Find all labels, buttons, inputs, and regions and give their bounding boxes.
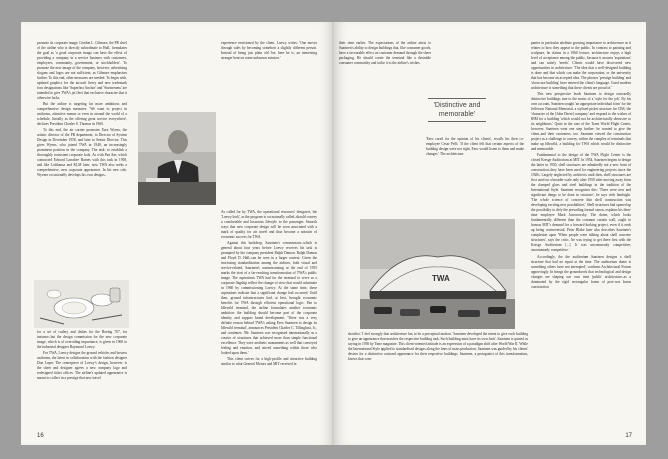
paragraph: This new perspective leads Saarinen to design outwardly distinctive buildings true to the motto of a 'style for the job'. By his own account, Saarinen sought 'an appropriate individual form' for the Jefferson National Memorial, a stylised picket structure for CBS, the 'character of the [John Deere] company' and respond to the wishes of IBM for a building 'which would not be architecturally obtrusive to its neighbours'. Quite in the case of the Trans World Flight Center, however, Saarinen went one step further: he wanted to give the client–and their customers, too. Saarinen viewed the construction project as a challenge to convey, within the complex of terminals that make up Idlewild, a building for TWA which would be distinctive and memorable. — [531, 92, 631, 152]
paragraph: Fundamental to the design of the TWA Flight Center is the closed Kresge Auditorium at MIT. In 1954, Saarinen begins to design the latter in 1950, shell structures are admittedly not a new form of construction–they have been used for engineering projects since the 1920s. Largely neglected by architects until then, shell structures are first used on a broader scale only after 1950 after moving away from the clamped glass and steel buildings in the tradition of the International Style. Saarinen recognises this: 'There were new and significant things to be done in structure', he says with hindsight. 'The whole science of concrete thin shell construction was developing exciting new possibilities.' Shell structures had opened up the possibility to defy the prevailing formal canon, explains his then-time employee Mark Jaworowsky. The dome, which looks fundamentally different than the common curtain wall, ought to honour MIT's demand for a forward-looking project, even if it ends up being controversial. Peter Blake later also describes Saarinen's completion upon 'When people were talking about shell concrete structures', says the critic, 'he was trying to get there first with the Kresge Auditorium [...]. It was uncommonly competitive, uncommonly competitive.' — [531, 153, 631, 253]
paragraph: experience envisioned by the client. Loewy writes: 'One moves through sales by becoming somehow a slightly different person. Instead of being just plain old Joe, here he is, an interesting stranger bent on some unknown mission.' — [221, 41, 317, 60]
pull-quote — [418, 98, 496, 121]
paragraph: To this end, the air carrier promotes Ezra Wyens, the artistic director of the PR department, to Director of System Design in December 1958, and later to Senior Director. This gives Wyens, who joined TWA in 1948, an increasingly prominent position in the company. The task: to establish a thoroughly consistent corporate look. As with Pan Am, which contracted Edward Larrabee Barnes with this task in 1958, and like Lufthansa and KLM later, now TWA also seeks a comprehensive, new corporate appearance. In his new role, Wyener occasionally develops his own designs– — [37, 128, 127, 178]
portrait-photo — [138, 112, 216, 205]
terminal-photo — [360, 219, 515, 329]
paragraph: for a set of cutlery and dishes for the Boeing 707, for instance–but the design commission for the new corporate image, which is of overriding importance, is given in 1960 to the industrial designer Raymond Loewy. — [37, 330, 127, 349]
paragraph: As called for by TWA, the operational resources' designers, the 'Loewy look', as the program is occasionally called–should convey a comfortable and luxurious lifestyle to the passenger. Smooth ways that new corporate design will be soon associated with a mark of quality for air travel and thus become a mission of economic success for TWA. — [221, 210, 317, 239]
paragraph: This client strives for a high-profile and attractive building similar to what General Motors and MIT received in — [221, 357, 317, 367]
left-column-1-lower — [37, 330, 127, 434]
left-column-3 — [221, 210, 317, 434]
pull-quote-line-2: memorable' — [438, 110, 476, 118]
svg-text:TWA: TWA — [432, 274, 450, 283]
page-number-left: 16 — [37, 433, 44, 439]
right-column-1-top — [339, 41, 431, 101]
pull-quote-line-1: 'Distinctive and — [433, 101, 481, 109]
paragraph: For TWA, Loewy designs the ground vehicles and hostess uniforms, the latest in collaboration with the fashion designer Don Loper. The centrepiece of Loewy's design, however, is the sheet and designer agrees a new company logo and redesigned ticket offices. The airline's updated appearance is meant to collect in a prestige that new travel — [37, 351, 127, 381]
paragraph: shortlist: 'I feel strongly that architecture has to be a perceptual motion.' Saarinen developed the intent to give each building to give an appearance that matches the respective building task. Such building must have its own look', Saarinen is quoted as saying in 1956 by Time magazine. This client-oriented attitude is an expression of a paradigm shift after World War II. While the International Style applied to standardised designs along the lines of mass production, Saarinen was guided by his clients' desires for a distinctive outward appearance for their respective buildings. Saarinen, a protagonist of this transformation, knows that com- — [348, 332, 528, 361]
paragraph: promote its corporate image. Gordon L. Gilmore, the PR chief of the airline who is directly subordinate to Hull, formulates the goal as 'a good corporate image can have the effect of providing a company in a service business with customers, employees, community, government, or stockholders'. To promote the new image of the company, however, advertising slogans and logos are not sufficient, as Gilmore emphasises further. To this end, other measures are needed. To begin with, updated graphics for the aircraft livery and new trademark font designations like 'Superfast Anchor' and 'Starstreams' are intended to give TWA's jet fleet that exclusive character that it otherwise lacks. — [37, 41, 127, 100]
pull-quote-rule-bottom — [428, 121, 486, 122]
right-bottom-text — [348, 332, 528, 434]
right-page — [334, 22, 646, 445]
right-column-3 — [531, 41, 631, 434]
left-column-1 — [37, 41, 127, 281]
paragraph: their time earlier. The expectations of the airline attest to Saarinen's ability to design buildings that, like consumer goods, have a favourable effect on customer demand through the sheer packaging. He should create the terminal like a desirable consumer commodity and tailor it to the airline's wishes. — [339, 41, 431, 65]
tableware-photo — [34, 280, 129, 328]
page-number-right: 17 — [625, 433, 632, 439]
paragraph: Accordingly, the the auditorium Saarinen designs a shell structure that had no equal at the time. The auditorium dome is something others have not attempted', confirms Architectural Forum approvingly. In brings the groundwork that technological and design changes are shaping our own time 'public' architecture–as a dominated by the rigid rectangular forms of post-war boom construction — [531, 254, 631, 289]
paragraph: 'Eero cared for the opinion of his clients', recalls his then co-employee Cesar Pelli. 'If the client felt that certain aspects of the building design were not right, Eero would listen to them and make changes.' The architecture — [426, 137, 524, 156]
paragraph: Against this backdrop, Saarinen's commissions–which is general about four years before Loewy receives his task is prompted by the company president Ralph Damon. Ralph Damon and Floyd D. Hall–can be seen in a larger context. Given the increasing standardisation among the airlines, both visual and service-related, Saarinen's commissioning at the end of 1955 marks the start of a far-reaching transformation of TWA's public image. The aspirations TWA had for the terminal to serve as a corporate flagship reflect the change of view that would culminate in 1960 by commissioning Loewy. At the same time, these aspirations indicate that a significant change had occurred. Until then, ground infrastructures had, at best, brought economic benefits for TWA through efficient operational logic. Pan to Idlewild terminal, the airline formulates another economic ambition: the building should become part of the corporate identity and support brand development. 'There was a very definite reason behind TWA's asking Eero Saarinen to design its Idlewild terminal', announces President Charles C. Tillinghast, Jr., and continues: 'Mr. Saarinen was recognised internationally as a creator of structures that achieved more than simple functional excellence. They were aesthetic monuments as well that conveyed feeling and emotion, and stirred something within those who looked upon them.' — [221, 241, 317, 356]
paragraph: But the airline is targeting far more ambitious and comprehensive design measures. 'We want to project in uniforms, attractive menus or even in around the world of a schedule, literally as the offering great service everywhere', declares President Charles S. Thomas in 1960. — [37, 102, 127, 127]
right-column-2 — [426, 137, 524, 219]
left-column-3-top — [221, 41, 317, 107]
book-spread — [21, 22, 648, 445]
paragraph: panies in particular attribute growing importance to architecture as it relates to how they appear to the public. In contrast to painting and sculpture, he claims in a 1960 lecture, architecture enjoys a high level of acceptance among the public, because it arouses 'aspirations' and can satisfy 'needs'. Clients would have discovered new opportunities in architecture: 'The idea that a well-designed building is done and that which can make the corporation, or the university that has become an accepted idea. The phrases 'prestige building' and 'showcase building' have entered the client's language. Good modern architecture is something that these clients are proud of.' — [531, 41, 631, 90]
left-page — [21, 22, 333, 445]
